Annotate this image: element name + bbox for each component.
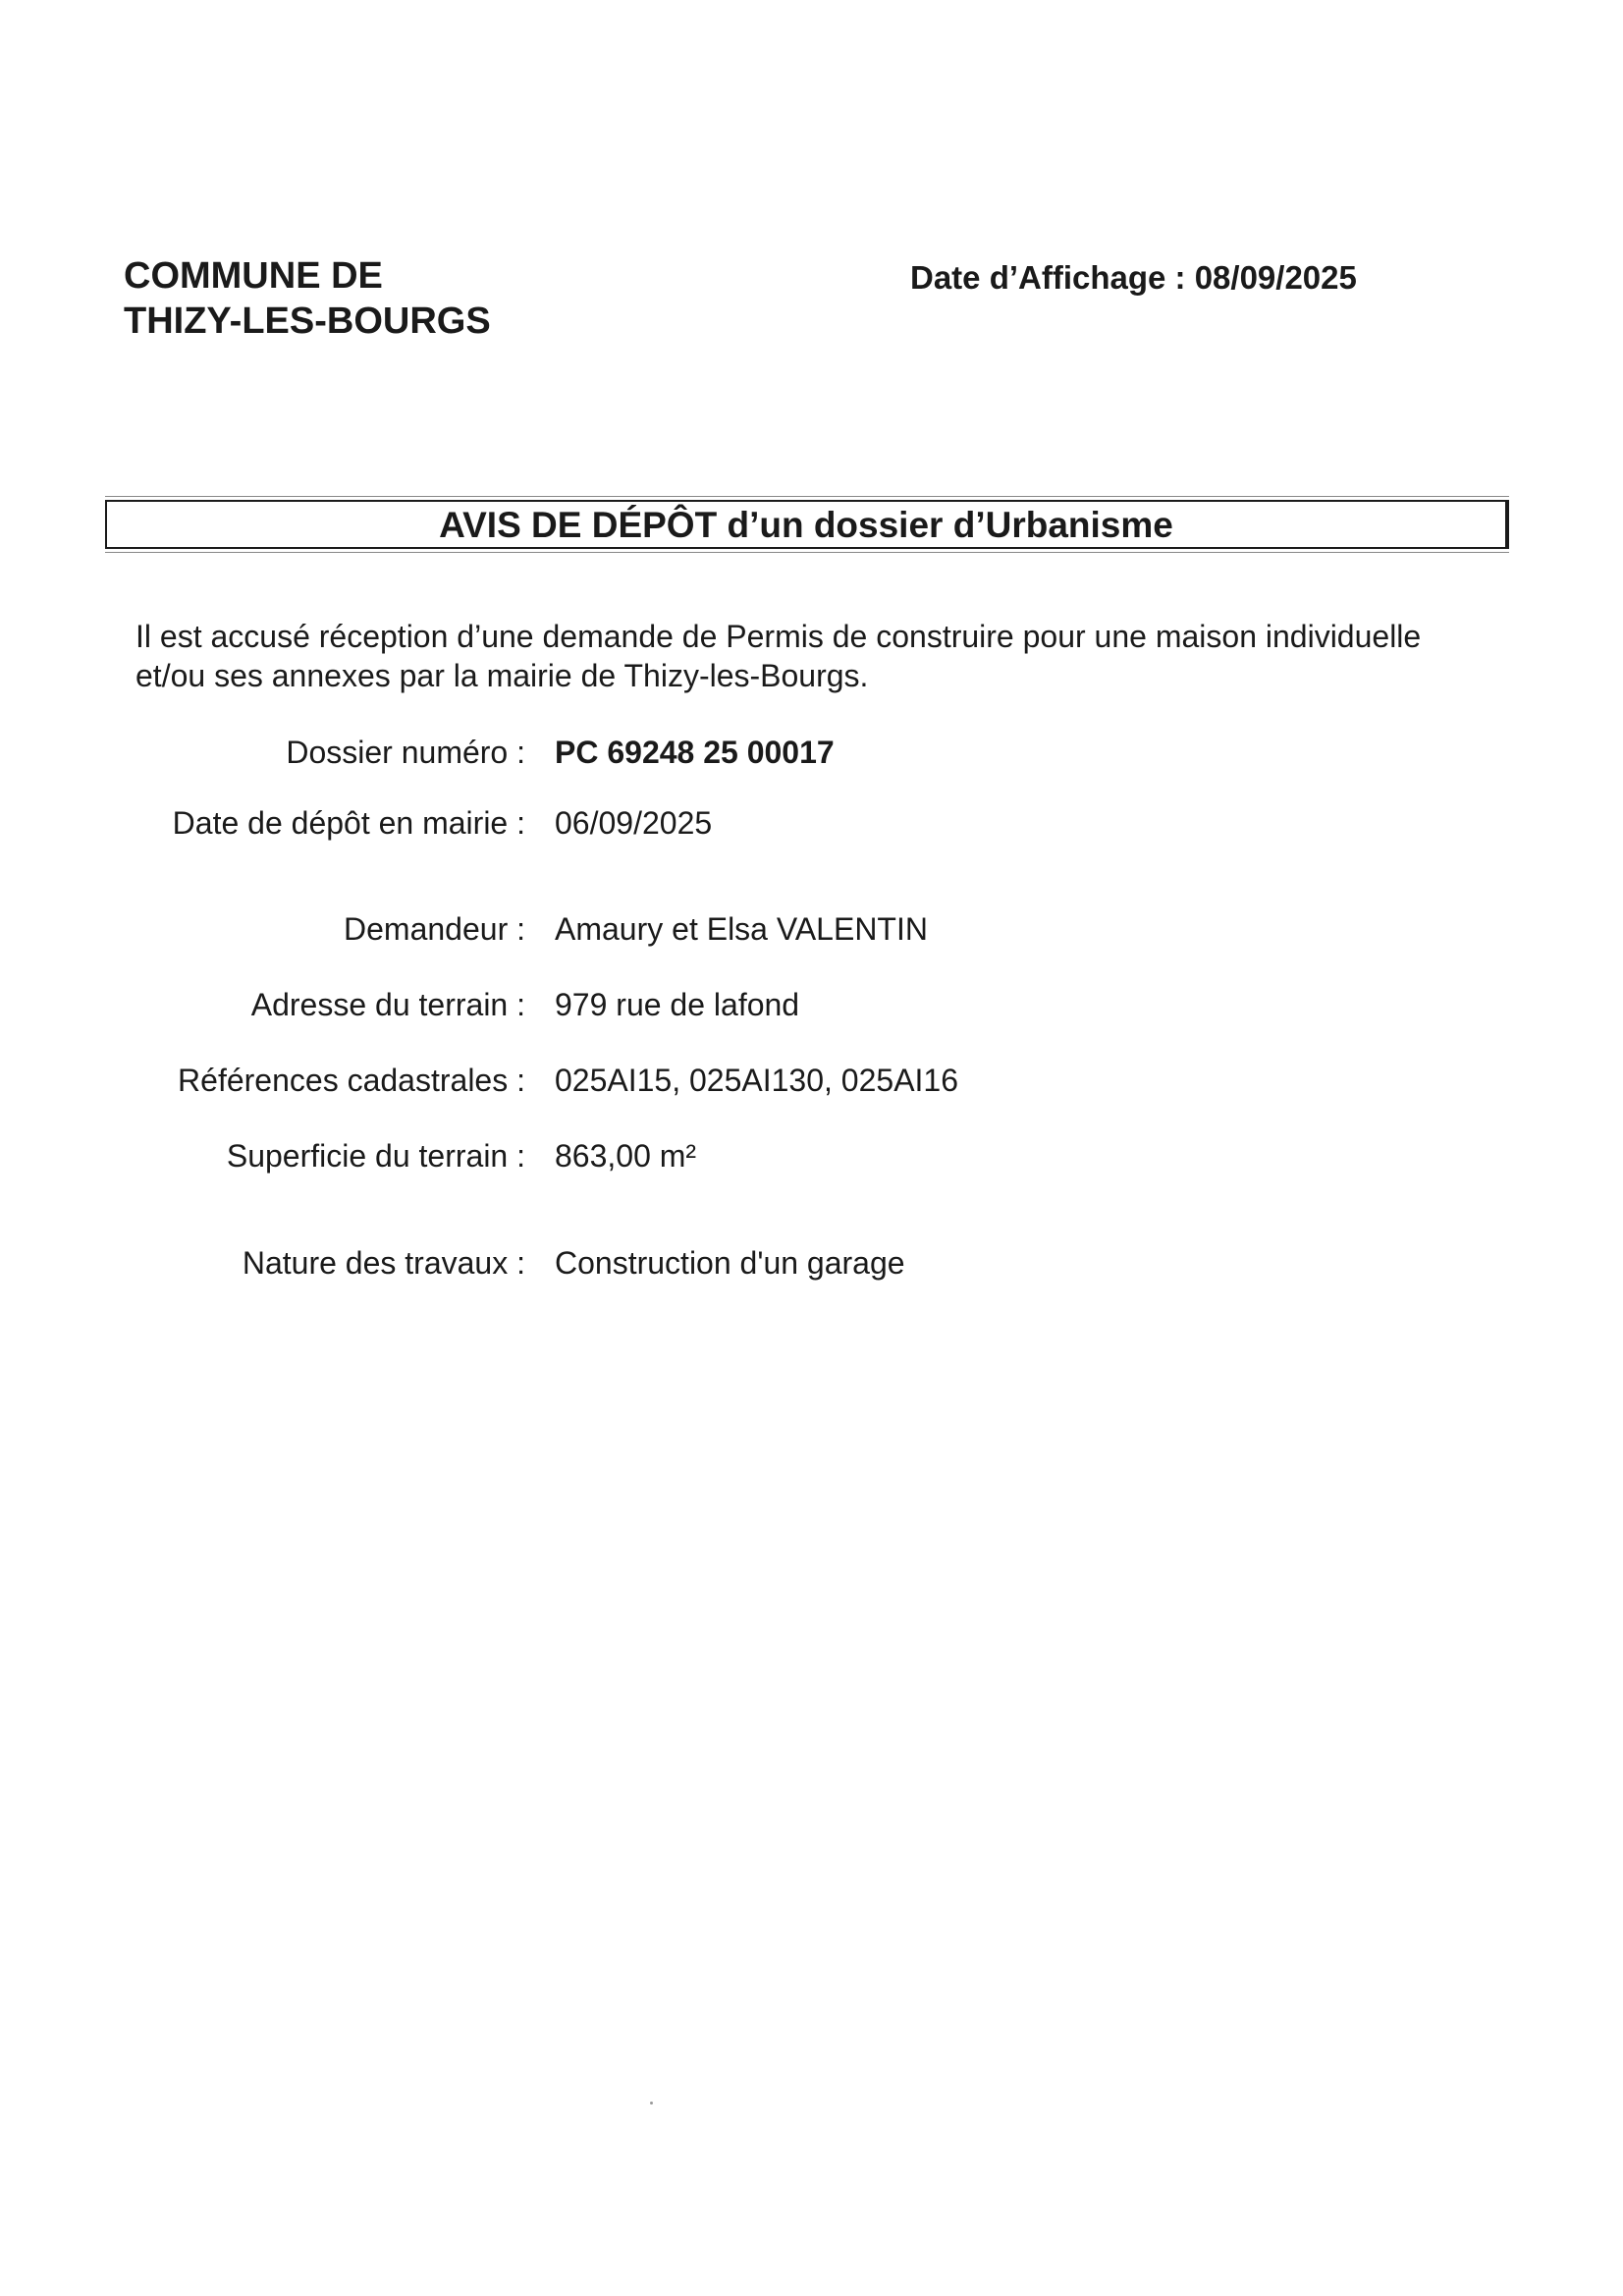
intro-line-2: et/ou ses annexes par la mairie de Thizy-les-Bourgs. <box>135 658 869 693</box>
land-address-value: 979 rue de lafond <box>555 987 800 1022</box>
works-nature-value: Construction d'un garage <box>555 1245 905 1281</box>
land-address-label: Adresse du terrain : <box>250 987 525 1022</box>
intro-paragraph <box>135 617 1510 695</box>
cadastral-references-label: Références cadastrales : <box>178 1063 525 1098</box>
cadastral-references-value: 025AI15, 025AI130, 025AI16 <box>555 1063 959 1098</box>
scan-speck <box>650 2102 653 2105</box>
intro-line-1: Il est accusé réception d’une demande de Permis de construire pour une maison individuelle <box>135 619 1422 654</box>
commune-line-2: THIZY-LES-BOURGS <box>124 301 491 342</box>
commune-name <box>124 253 491 344</box>
deposit-date-label: Date de dépôt en mairie : <box>172 805 525 841</box>
dossier-number-value: PC 69248 25 00017 <box>555 735 835 770</box>
applicant-value: Amaury et Elsa VALENTIN <box>555 911 928 947</box>
document-title: AVIS DE DÉPÔT d’un dossier d’Urbanisme <box>439 505 1173 545</box>
posting-date: Date d’Affichage : 08/09/2025 <box>910 259 1357 296</box>
deposit-date-value: 06/09/2025 <box>555 805 713 841</box>
works-nature-label: Nature des travaux : <box>242 1245 525 1281</box>
land-area-label: Superficie du terrain : <box>226 1138 525 1174</box>
commune-line-1: COMMUNE DE <box>124 255 383 297</box>
title-box <box>105 500 1509 549</box>
dossier-number-label: Dossier numéro : <box>286 735 525 770</box>
land-area-value: 863,00 m² <box>555 1138 697 1174</box>
applicant-label: Demandeur : <box>344 911 525 947</box>
